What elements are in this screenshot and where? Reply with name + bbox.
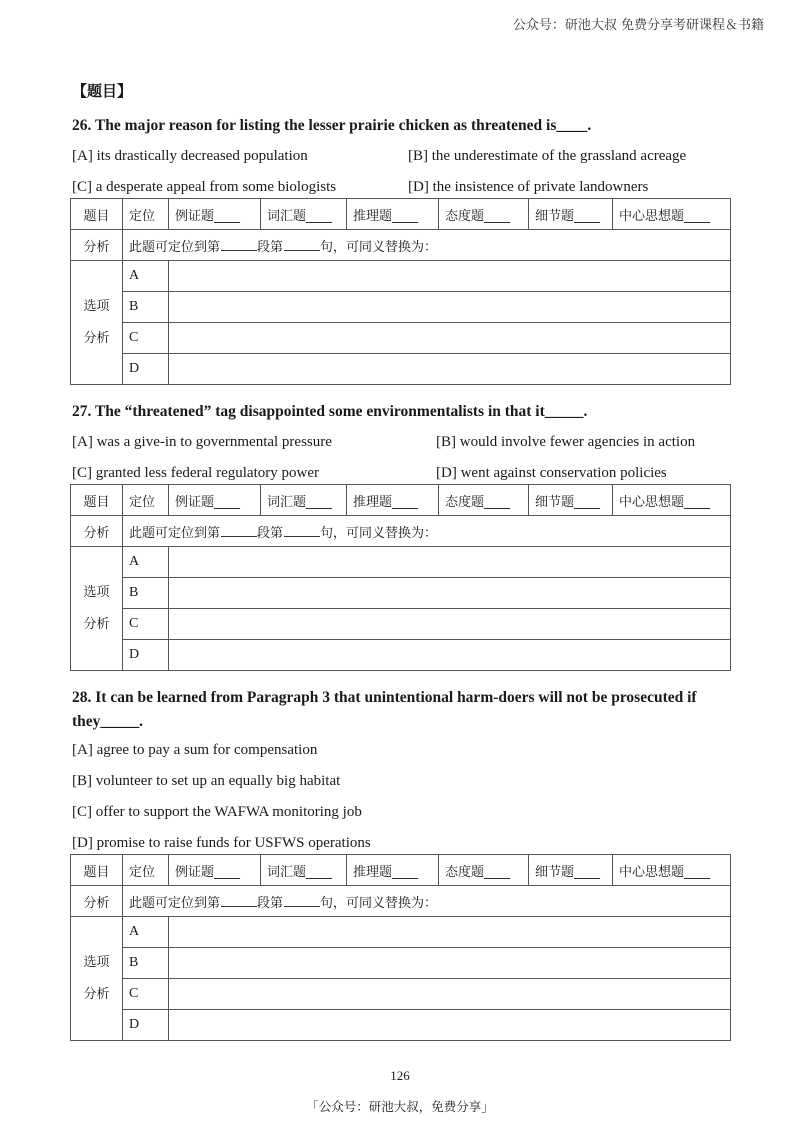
analysis-table-26 bbox=[70, 198, 731, 385]
footer-note: 「公众号：研池大叔，免费分享」 bbox=[306, 1099, 494, 1114]
question-27-title: 27. The “threatened” tag disappointed some environmentalists in that it_____. bbox=[72, 403, 588, 420]
type-main-idea: 中心思想题____ bbox=[613, 855, 731, 886]
question-27-option-d: [D] went against conservation policies bbox=[436, 465, 667, 481]
option-d-blank bbox=[169, 640, 731, 671]
row-label-analysis: 分析 bbox=[71, 516, 123, 547]
row-label-topic: 题目 bbox=[71, 855, 123, 886]
option-d-blank bbox=[169, 354, 731, 385]
question-28-title: 28. It can be learned from Paragraph 3 that unintentional harm-doers will not be prosecuted if they_____. bbox=[72, 689, 697, 730]
option-b-blank bbox=[169, 292, 731, 323]
type-attitude: 态度题____ bbox=[439, 199, 529, 230]
question-27-option-b: [B] would involve fewer agencies in action bbox=[436, 434, 696, 450]
type-attitude: 态度题____ bbox=[439, 485, 529, 516]
option-c-blank bbox=[169, 609, 731, 640]
question-28-option-b: [B] volunteer to set up an equally big habitat bbox=[72, 773, 341, 789]
option-letter-d: D bbox=[123, 640, 169, 671]
type-vocabulary: 词汇题____ bbox=[261, 485, 347, 516]
option-letter-d: D bbox=[123, 1010, 169, 1041]
option-d-blank bbox=[169, 1010, 731, 1041]
locate-sentence: 此题可定位到第 段第 句，可同义替换为： bbox=[123, 230, 731, 261]
type-detail: 细节题____ bbox=[529, 485, 613, 516]
type-example: 例证题____ bbox=[169, 855, 261, 886]
option-letter-b: B bbox=[123, 578, 169, 609]
option-letter-c: C bbox=[123, 979, 169, 1010]
question-28-option-d: [D] promise to raise funds for USFWS operations bbox=[72, 835, 371, 851]
type-detail: 细节题____ bbox=[529, 855, 613, 886]
option-b-blank bbox=[169, 948, 731, 979]
option-letter-d: D bbox=[123, 354, 169, 385]
option-letter-a: A bbox=[123, 917, 169, 948]
analysis-table-27 bbox=[70, 484, 731, 671]
question-28-option-c: [C] offer to support the WAFWA monitoring job bbox=[72, 804, 362, 820]
option-a-blank bbox=[169, 917, 731, 948]
option-letter-b: B bbox=[123, 948, 169, 979]
row-label-topic: 题目 bbox=[71, 199, 123, 230]
type-main-idea: 中心思想题____ bbox=[613, 199, 731, 230]
row-label-analysis: 分析 bbox=[71, 886, 123, 917]
option-b-blank bbox=[169, 578, 731, 609]
type-main-idea: 中心思想题____ bbox=[613, 485, 731, 516]
option-letter-b: B bbox=[123, 292, 169, 323]
option-c-blank bbox=[169, 979, 731, 1010]
locate-cell: 定位 bbox=[123, 199, 169, 230]
header-watermark-note: 公众号：研池大叔 免费分享考研课程＆书籍 bbox=[512, 18, 764, 33]
options-analysis-label: 选项 分析 bbox=[71, 261, 123, 385]
option-letter-a: A bbox=[123, 547, 169, 578]
type-inference: 推理题____ bbox=[347, 485, 439, 516]
question-27-option-c: [C] granted less federal regulatory power bbox=[72, 465, 319, 481]
locate-sentence: 此题可定位到第 段第 句，可同义替换为： bbox=[123, 886, 731, 917]
type-detail: 细节题____ bbox=[529, 199, 613, 230]
type-example: 例证题____ bbox=[169, 485, 261, 516]
type-attitude: 态度题____ bbox=[439, 855, 529, 886]
page-number: 126 bbox=[390, 1068, 410, 1083]
section-label: 【题目】 bbox=[72, 82, 133, 100]
option-a-blank bbox=[169, 547, 731, 578]
analysis-table-28 bbox=[70, 854, 731, 1041]
type-example: 例证题____ bbox=[169, 199, 261, 230]
type-inference: 推理题____ bbox=[347, 855, 439, 886]
options-analysis-label: 选项 分析 bbox=[71, 917, 123, 1041]
question-28-option-a: [A] agree to pay a sum for compensation bbox=[72, 742, 318, 758]
type-vocabulary: 词汇题____ bbox=[261, 199, 347, 230]
row-label-analysis: 分析 bbox=[71, 230, 123, 261]
question-26-option-a: [A] its drastically decreased population bbox=[72, 148, 308, 164]
question-26-option-d: [D] the insistence of private landowners bbox=[408, 179, 649, 195]
option-a-blank bbox=[169, 261, 731, 292]
question-26-option-b: [B] the underestimate of the grassland acreage bbox=[408, 148, 687, 164]
question-27-option-a: [A] was a give-in to governmental pressure bbox=[72, 434, 332, 450]
question-26-title: 26. The major reason for listing the lesser prairie chicken as threatened is____. bbox=[72, 117, 592, 134]
locate-cell: 定位 bbox=[123, 485, 169, 516]
type-inference: 推理题____ bbox=[347, 199, 439, 230]
question-26-option-c: [C] a desperate appeal from some biologists bbox=[72, 179, 337, 195]
option-letter-c: C bbox=[123, 323, 169, 354]
option-letter-c: C bbox=[123, 609, 169, 640]
locate-sentence: 此题可定位到第 段第 句，可同义替换为： bbox=[123, 516, 731, 547]
option-c-blank bbox=[169, 323, 731, 354]
locate-cell: 定位 bbox=[123, 855, 169, 886]
type-vocabulary: 词汇题____ bbox=[261, 855, 347, 886]
row-label-topic: 题目 bbox=[71, 485, 123, 516]
option-letter-a: A bbox=[123, 261, 169, 292]
options-analysis-label: 选项 分析 bbox=[71, 547, 123, 671]
